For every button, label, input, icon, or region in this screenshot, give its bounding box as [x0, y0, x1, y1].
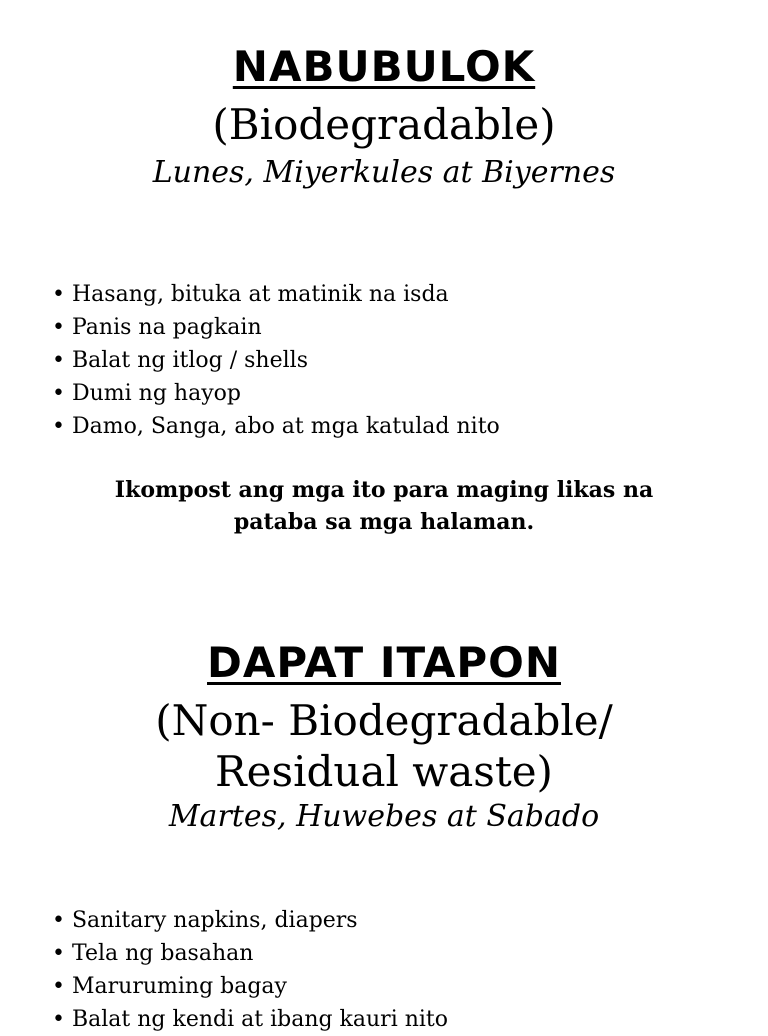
- list-item: • Damo, Sanga, abo at mga katulad nito: [52, 410, 500, 443]
- residual-item-list: [0, 904, 448, 1036]
- compost-note: Ikompost ang mga ito para maging likas na pataba sa mga halaman.: [114, 477, 654, 535]
- biodegradable-item-list: [0, 278, 500, 443]
- biodegradable-section: [0, 44, 768, 192]
- list-item: • Maruruming bagay: [52, 970, 448, 1003]
- residual-section: [0, 640, 768, 836]
- list-item: • Sanitary napkins, diapers: [52, 904, 448, 937]
- biodegradable-heading: NABUBULOK: [232, 42, 536, 91]
- residual-subtitle-line2: Residual waste): [215, 746, 553, 796]
- list-item: • Balat ng kendi at ibang kauri nito: [52, 1003, 448, 1036]
- residual-subtitle-line1: (Non- Biodegradable/: [155, 696, 613, 746]
- list-item: • Dumi ng hayop: [52, 377, 500, 410]
- list-item: • Tela ng basahan: [52, 937, 448, 970]
- list-item: • Panis na pagkain: [52, 311, 500, 344]
- biodegradable-subtitle: (Biodegradable): [212, 100, 556, 150]
- list-item: • Hasang, bituka at matinik na isda: [52, 278, 500, 311]
- list-item: • Balat ng itlog / shells: [52, 344, 500, 377]
- residual-collection-days: Martes, Huwebes at Sabado: [168, 798, 600, 834]
- residual-heading: DAPAT ITAPON: [207, 638, 561, 687]
- biodegradable-collection-days: Lunes, Miyerkules at Biyernes: [152, 154, 616, 190]
